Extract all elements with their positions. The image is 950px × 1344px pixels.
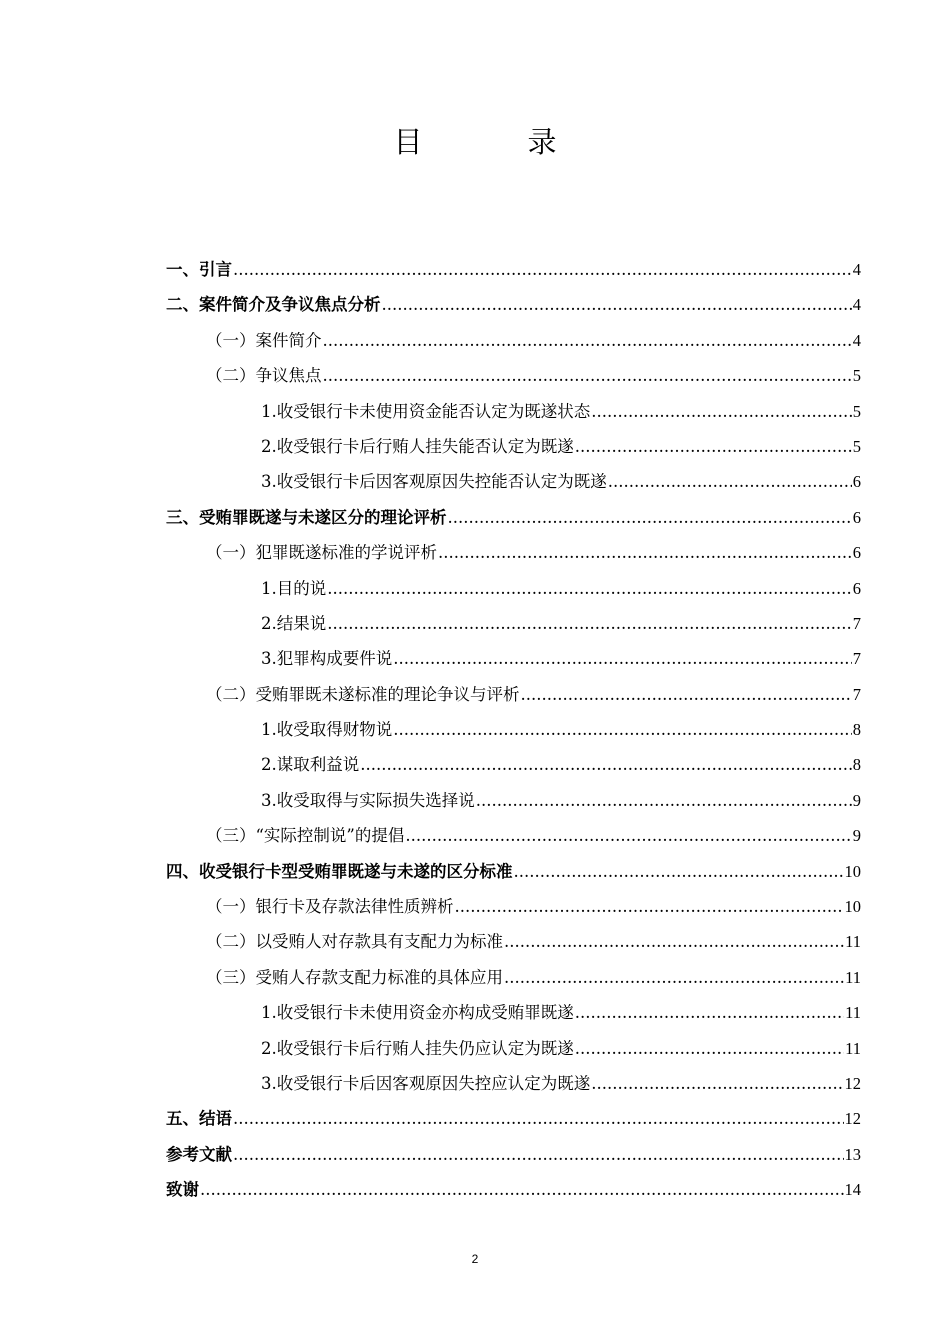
page-title: 目 录 — [393, 125, 595, 159]
toc-entry-page: 10 — [844, 861, 861, 881]
toc-entry[interactable] — [166, 1101, 861, 1136]
toc-entry-page: 4 — [852, 295, 861, 315]
toc-entry[interactable] — [166, 535, 861, 570]
toc-dot-leader — [382, 287, 852, 322]
toc-entry[interactable] — [166, 641, 861, 676]
toc-dot-leader — [476, 783, 852, 818]
toc-dot-leader — [233, 1101, 844, 1136]
toc-entry-page: 7 — [852, 649, 861, 669]
toc-entry[interactable] — [166, 500, 861, 535]
toc-dot-leader — [504, 960, 844, 995]
toc-entry-label: 1.目的说 — [261, 578, 327, 598]
toc-dot-leader — [504, 924, 844, 959]
toc-entry[interactable] — [166, 1172, 861, 1207]
toc-entry[interactable] — [166, 712, 861, 747]
toc-entry[interactable] — [166, 358, 861, 393]
toc-entry-label: 2.收受银行卡后行贿人挂失能否认定为既遂 — [261, 436, 574, 456]
toc-dot-leader — [448, 500, 852, 535]
toc-entry-page: 6 — [852, 507, 861, 527]
toc-entry-label: 2.收受银行卡后行贿人挂失仍应认定为既遂 — [261, 1038, 574, 1058]
toc-dot-leader — [323, 323, 852, 358]
toc-dot-leader — [405, 818, 851, 853]
toc-dot-leader — [575, 1031, 844, 1066]
table-of-contents — [166, 252, 861, 1208]
toc-entry[interactable] — [166, 1066, 861, 1101]
toc-entry-page: 11 — [845, 1038, 861, 1058]
toc-entry-page: 8 — [852, 755, 861, 775]
toc-entry[interactable] — [166, 889, 861, 924]
toc-entry[interactable] — [166, 924, 861, 959]
toc-entry[interactable] — [166, 606, 861, 641]
toc-entry[interactable] — [166, 995, 861, 1030]
toc-dot-leader — [455, 889, 844, 924]
toc-dot-leader — [514, 854, 844, 889]
toc-entry-label: （二）以受贿人对存款具有支配力为标准 — [206, 932, 503, 952]
toc-entry[interactable] — [166, 287, 861, 322]
toc-entry-page: 4 — [852, 330, 861, 350]
toc-dot-leader — [575, 429, 852, 464]
toc-entry-label: （一）犯罪既遂标准的学说评析 — [206, 543, 437, 563]
toc-entry-page: 4 — [852, 260, 861, 279]
toc-dot-leader — [323, 358, 852, 393]
toc-entry-page: 11 — [845, 1003, 861, 1023]
toc-entry-page: 6 — [852, 578, 861, 598]
toc-entry-page: 5 — [852, 366, 861, 386]
toc-dot-leader — [360, 747, 852, 782]
toc-dot-leader — [327, 606, 852, 641]
toc-entry-label: 三、受贿罪既遂与未遂区分的理论评析 — [166, 507, 447, 527]
toc-entry-label: 四、收受银行卡型受贿罪既遂与未遂的区分标准 — [166, 861, 513, 881]
toc-dot-leader — [591, 394, 852, 429]
toc-dot-leader — [327, 571, 852, 606]
toc-entry-page: 9 — [852, 826, 861, 846]
toc-entry-label: 3.收受银行卡后因客观原因失控能否认定为既遂 — [261, 472, 607, 492]
toc-entry-label: 2.谋取利益说 — [261, 755, 360, 775]
toc-dot-leader — [233, 1137, 844, 1172]
toc-entry-page: 13 — [844, 1144, 861, 1164]
toc-entry-label: 二、案件简介及争议焦点分析 — [166, 295, 381, 315]
toc-entry-label: 1.收受银行卡未使用资金亦构成受贿罪既遂 — [261, 1003, 574, 1023]
toc-entry-page: 7 — [852, 613, 861, 633]
toc-entry[interactable] — [166, 1031, 861, 1066]
toc-entry-label: 3.收受银行卡后因客观原因失控应认定为既遂 — [261, 1073, 591, 1093]
toc-dot-leader — [438, 535, 852, 570]
toc-entry-label: 五、结语 — [166, 1109, 232, 1129]
toc-entry-page: 8 — [852, 720, 861, 740]
toc-dot-leader — [521, 677, 852, 712]
toc-entry[interactable] — [166, 394, 861, 429]
toc-entry-label: （三）受贿人存款支配力标准的具体应用 — [206, 967, 503, 987]
toc-entry-label: （一）案件简介 — [206, 330, 322, 350]
toc-entry-label: 致谢 — [166, 1180, 199, 1200]
toc-dot-leader — [200, 1172, 844, 1207]
toc-entry[interactable] — [166, 960, 861, 995]
toc-entry-label: 1.收受银行卡未使用资金能否认定为既遂状态 — [261, 401, 591, 421]
toc-entry-label: （三）“实际控制说”的提倡 — [206, 826, 405, 846]
toc-entry-label: 参考文献 — [166, 1144, 232, 1164]
toc-entry-page: 5 — [852, 436, 861, 456]
toc-entry-label: 1.收受取得财物说 — [261, 720, 393, 740]
toc-dot-leader — [393, 712, 852, 747]
toc-entry-page: 7 — [852, 684, 861, 704]
toc-entry-page: 11 — [845, 932, 861, 952]
toc-entry[interactable] — [166, 818, 861, 853]
toc-entry[interactable] — [166, 1137, 861, 1172]
toc-entry-page: 9 — [852, 790, 861, 810]
toc-entry-page: 6 — [852, 472, 861, 492]
toc-entry[interactable] — [166, 429, 861, 464]
toc-entry-label: （一）银行卡及存款法律性质辨析 — [206, 897, 454, 917]
toc-entry-label: 2.结果说 — [261, 613, 327, 633]
toc-entry-page: 6 — [852, 543, 861, 563]
toc-entry-label: （二）争议焦点 — [206, 366, 322, 386]
toc-entry-page: 11 — [845, 967, 861, 987]
toc-entry[interactable] — [166, 747, 861, 782]
toc-entry[interactable] — [166, 854, 861, 889]
toc-entry-label: 3.收受取得与实际损失选择说 — [261, 790, 475, 810]
toc-entry-label: 一、引言 — [166, 260, 232, 279]
toc-entry[interactable] — [166, 252, 861, 287]
toc-entry[interactable] — [166, 783, 861, 818]
toc-entry-label: （二）受贿罪既未遂标准的理论争议与评析 — [206, 684, 520, 704]
toc-entry-page: 12 — [844, 1109, 861, 1129]
toc-entry-page: 5 — [852, 401, 861, 421]
toc-entry[interactable] — [166, 677, 861, 712]
toc-dot-leader — [233, 252, 852, 287]
toc-entry[interactable] — [166, 571, 861, 606]
toc-dot-leader — [591, 1066, 843, 1101]
toc-entry-page: 10 — [844, 897, 861, 917]
page-number: 2 — [471, 1252, 479, 1266]
toc-entry[interactable] — [166, 464, 861, 499]
toc-dot-leader — [393, 641, 852, 676]
toc-dot-leader — [575, 995, 844, 1030]
toc-entry-page: 12 — [844, 1073, 861, 1093]
toc-entry-page: 14 — [844, 1180, 861, 1200]
toc-dot-leader — [608, 464, 852, 499]
toc-entry-label: 3.犯罪构成要件说 — [261, 649, 393, 669]
toc-entry[interactable] — [166, 323, 861, 358]
